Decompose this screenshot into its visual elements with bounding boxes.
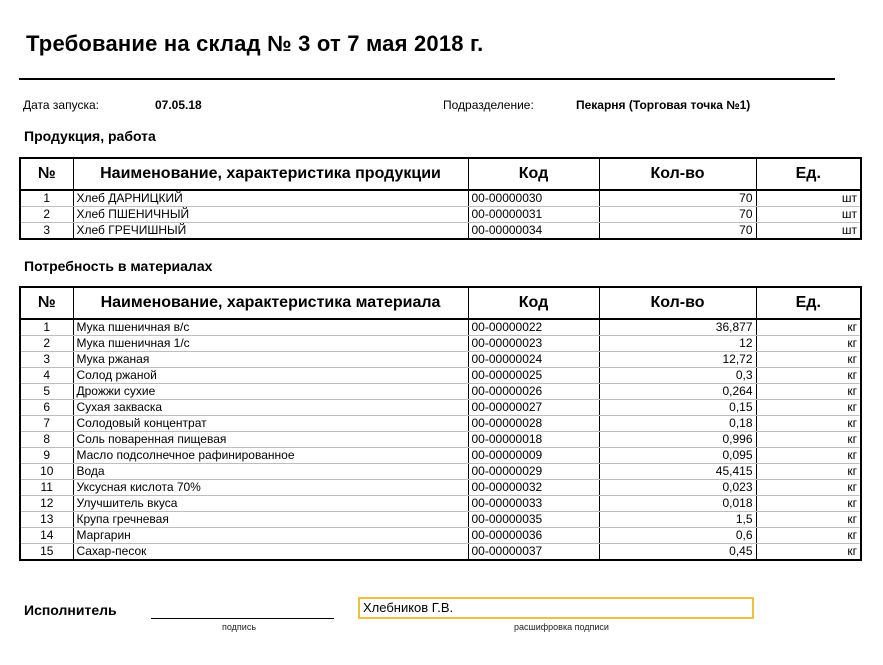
cell-code: 00-00000028 — [468, 416, 599, 432]
launch-date-value: 07.05.18 — [155, 98, 202, 112]
table-row — [20, 384, 861, 400]
table-row — [20, 207, 861, 223]
table-row — [20, 319, 861, 336]
products-table-body — [20, 190, 861, 239]
cell-qty: 0,095 — [599, 448, 756, 464]
cell-code: 00-00000009 — [468, 448, 599, 464]
products-header-row — [20, 158, 861, 190]
table-row — [20, 528, 861, 544]
table-row — [20, 512, 861, 528]
cell-name: Мука пшеничная 1/с — [73, 336, 468, 352]
cell-qty: 12 — [599, 336, 756, 352]
cell-unit: кг — [756, 319, 861, 336]
cell-code: 00-00000030 — [468, 190, 599, 207]
cell-unit: кг — [756, 512, 861, 528]
table-row — [20, 190, 861, 207]
table-row — [20, 352, 861, 368]
cell-name: Мука ржаная — [73, 352, 468, 368]
cell-unit: кг — [756, 336, 861, 352]
cell-code: 00-00000036 — [468, 528, 599, 544]
cell-qty: 0,996 — [599, 432, 756, 448]
cell-num: 3 — [20, 223, 73, 240]
cell-num: 6 — [20, 400, 73, 416]
cell-code: 00-00000034 — [468, 223, 599, 240]
column-header-num: № — [20, 287, 73, 319]
column-header-name: Наименование, характеристика продукции — [73, 158, 468, 190]
cell-num: 13 — [20, 512, 73, 528]
cell-num: 8 — [20, 432, 73, 448]
cell-name: Маргарин — [73, 528, 468, 544]
cell-qty: 70 — [599, 223, 756, 240]
table-row — [20, 496, 861, 512]
cell-qty: 0,18 — [599, 416, 756, 432]
signature-decoding-value[interactable]: Хлебников Г.В. — [363, 599, 749, 618]
title-divider — [19, 78, 835, 80]
cell-name: Солод ржаной — [73, 368, 468, 384]
cell-name: Солодовый концентрат — [73, 416, 468, 432]
cell-num: 2 — [20, 207, 73, 223]
executor-label: Исполнитель — [24, 602, 117, 618]
cell-unit: кг — [756, 384, 861, 400]
column-header-qty: Кол-во — [599, 287, 756, 319]
cell-code: 00-00000029 — [468, 464, 599, 480]
materials-table — [19, 286, 862, 561]
cell-code: 00-00000031 — [468, 207, 599, 223]
cell-name: Вода — [73, 464, 468, 480]
cell-name: Уксусная кислота 70% — [73, 480, 468, 496]
cell-num: 12 — [20, 496, 73, 512]
cell-code: 00-00000022 — [468, 319, 599, 336]
cell-unit: шт — [756, 190, 861, 207]
cell-qty: 0,264 — [599, 384, 756, 400]
table-row — [20, 432, 861, 448]
column-header-num: № — [20, 158, 73, 190]
table-row — [20, 223, 861, 240]
cell-unit: кг — [756, 464, 861, 480]
cell-code: 00-00000026 — [468, 384, 599, 400]
cell-name: Соль поваренная пищевая — [73, 432, 468, 448]
column-header-code: Код — [468, 287, 599, 319]
cell-num: 7 — [20, 416, 73, 432]
cell-unit: кг — [756, 352, 861, 368]
column-header-unit: Ед. — [756, 158, 861, 190]
column-header-name: Наименование, характеристика материала — [73, 287, 468, 319]
cell-name: Улучшитель вкуса — [73, 496, 468, 512]
cell-name: Мука пшеничная в/с — [73, 319, 468, 336]
cell-qty: 0,3 — [599, 368, 756, 384]
cell-name: Дрожжи сухие — [73, 384, 468, 400]
cell-unit: шт — [756, 207, 861, 223]
cell-unit: кг — [756, 368, 861, 384]
products-table — [19, 157, 862, 240]
cell-qty: 45,415 — [599, 464, 756, 480]
cell-name: Хлеб ПШЕНИЧНЫЙ — [73, 207, 468, 223]
table-row — [20, 336, 861, 352]
cell-num: 14 — [20, 528, 73, 544]
table-row — [20, 464, 861, 480]
cell-qty: 1,5 — [599, 512, 756, 528]
department-label: Подразделение: — [443, 98, 534, 112]
decoding-caption: расшифровка подписи — [514, 622, 609, 632]
cell-num: 5 — [20, 384, 73, 400]
cell-code: 00-00000023 — [468, 336, 599, 352]
cell-num: 1 — [20, 190, 73, 207]
cell-num: 4 — [20, 368, 73, 384]
cell-code: 00-00000033 — [468, 496, 599, 512]
cell-name: Сухая закваска — [73, 400, 468, 416]
cell-num: 11 — [20, 480, 73, 496]
cell-qty: 70 — [599, 207, 756, 223]
cell-name: Крупа гречневая — [73, 512, 468, 528]
signature-decoding-field[interactable] — [358, 597, 754, 619]
cell-name: Хлеб ГРЕЧИШНЫЙ — [73, 223, 468, 240]
table-row — [20, 448, 861, 464]
materials-table-body — [20, 319, 861, 560]
table-row — [20, 544, 861, 561]
products-section-title: Продукция, работа — [24, 128, 156, 144]
cell-unit: кг — [756, 416, 861, 432]
cell-num: 3 — [20, 352, 73, 368]
cell-unit: кг — [756, 480, 861, 496]
column-header-unit: Ед. — [756, 287, 861, 319]
cell-num: 2 — [20, 336, 73, 352]
document-title: Требование на склад № 3 от 7 мая 2018 г. — [26, 31, 484, 56]
cell-unit: кг — [756, 448, 861, 464]
cell-name: Сахар-песок — [73, 544, 468, 561]
cell-name: Масло подсолнечное рафинированное — [73, 448, 468, 464]
cell-num: 1 — [20, 319, 73, 336]
department-value: Пекарня (Торговая точка №1) — [576, 98, 751, 112]
cell-code: 00-00000018 — [468, 432, 599, 448]
cell-unit: кг — [756, 432, 861, 448]
cell-unit: кг — [756, 528, 861, 544]
cell-code: 00-00000027 — [468, 400, 599, 416]
table-row — [20, 416, 861, 432]
cell-name: Хлеб ДАРНИЦКИЙ — [73, 190, 468, 207]
signature-caption: подпись — [222, 622, 257, 632]
signature-line — [151, 618, 334, 619]
cell-code: 00-00000025 — [468, 368, 599, 384]
cell-qty: 0,023 — [599, 480, 756, 496]
launch-date-label: Дата запуска: — [23, 98, 99, 112]
cell-qty: 0,15 — [599, 400, 756, 416]
cell-qty: 36,877 — [599, 319, 756, 336]
cell-unit: кг — [756, 544, 861, 561]
cell-qty: 70 — [599, 190, 756, 207]
materials-header-row — [20, 287, 861, 319]
cell-qty: 0,45 — [599, 544, 756, 561]
column-header-code: Код — [468, 158, 599, 190]
table-row — [20, 480, 861, 496]
cell-code: 00-00000032 — [468, 480, 599, 496]
cell-qty: 0,6 — [599, 528, 756, 544]
column-header-qty: Кол-во — [599, 158, 756, 190]
cell-unit: кг — [756, 400, 861, 416]
cell-code: 00-00000024 — [468, 352, 599, 368]
cell-code: 00-00000037 — [468, 544, 599, 561]
cell-num: 15 — [20, 544, 73, 561]
cell-qty: 12,72 — [599, 352, 756, 368]
cell-unit: кг — [756, 496, 861, 512]
table-row — [20, 400, 861, 416]
cell-qty: 0,018 — [599, 496, 756, 512]
table-row — [20, 368, 861, 384]
cell-code: 00-00000035 — [468, 512, 599, 528]
cell-unit: шт — [756, 223, 861, 240]
cell-num: 9 — [20, 448, 73, 464]
materials-section-title: Потребность в материалах — [24, 258, 213, 274]
cell-num: 10 — [20, 464, 73, 480]
